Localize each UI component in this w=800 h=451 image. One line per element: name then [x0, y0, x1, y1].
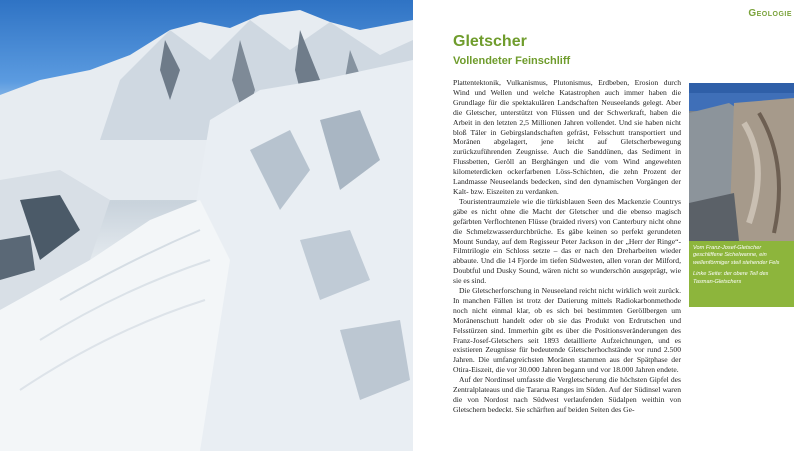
paragraph: Auf der Nordinsel umfasste die Vergletscherung die höchsten Gipfel des Zentralplateaus und die Tararua Ranges im Süden. Auf der Südinsel waren die von Nordost nach Südwest verlaufenden Südalpen weithin von Gletschern bedeckt. Sie schärften auf beiden Seiten des Ge- — [453, 375, 681, 414]
caption-line: Linke Seite: der obere Teil des Tasman-Gletschers — [693, 271, 769, 285]
paragraph: Plattentektonik, Vulkanismus, Plutonismus, Erdbeben, Erosion durch Wind und Wellen und welche Katastrophen auch immer haben die Grundlage für die spektakulären Landschaften Neuseelands gelegt. Aber die Gletscher, unterstützt von Flüssen und der Schwerkraft, haben die Arbeit in den letzten 2,5 Millionen Jahren vollendet. Und sie haben nicht bloß Täler in Gebirgslandschaften gefräst, Felsschutt transportiert und Moränen abgelagert, jene leicht auf Gletscherbewegung zurückzuführenden Zeugnisse. Auch die Sanddünen, das Sediment in Flussbetten, Geröll an Berghängen und die vom Wind angewehten kilometerdicken ockerfarbenen Löss-Schichten, die zehn Prozent der Landmasse Neuseelands bedecken, sind den dynamischen Vorgängen der Kalt- bzw. Eiszeiten zu verdanken. — [453, 78, 681, 196]
paragraph: Die Gletscherforschung in Neuseeland reicht nicht wirklich weit zurück. In manchen Fällen ist trotz der Datierung mittels Radiokarbonmethode noch nicht einmal klar, ob es sich bei bestimmten Geröllbergen um Moränenschutt handelt oder ob sie das Produkt von Erdrutschen und Felsstürzen sind. Immerhin gibt es über die Positionsveränderungen des Franz-Josef-Gletschers seit 1893 detaillierte Aufzeichnungen, und es existieren Zeugnisse für bedeutende Gletscherhochstände vor rund 2.500 Jahren. Die umfangreichsten Moränen stammen aus der Spätphase der Otira-Eiszeit, die vor 30.000 Jahren begann und vor 18.000 Jahren endete. — [453, 286, 681, 375]
article-body — [453, 78, 681, 415]
section-tag: Geologie — [748, 8, 792, 19]
paragraph: Touristentraumziele wie die türkisblauen Seen des Mackenzie Countrys gäbe es nicht ohne die Macht der Gletscher und die ebenso magisch gefärbten Verflochtenen Flüsse (braided rivers) von Canterbury nicht ohne die Schmelzwasserdurchbrüche. Es gäbe keinen so perfekt gerundeten Mount Sunday, auf dem Regisseur Peter Jackson in der „Herr der Ringe“-Filmtrilogie ein Schloss setzte – das er nach den Dreharbeiten wieder abbaute. Und die 14 Fjorde im tiefen Südwesten, allen voran der Milford, Doubtful und Dusky Sound, wären nicht so wunderschön ausgeprägt, wie sie es sind. — [453, 196, 681, 286]
sichelwanne-illustration — [689, 83, 794, 241]
article-subtitle: Vollendeter Feinschliff — [453, 55, 571, 67]
photo-caption — [689, 241, 794, 307]
caption-line: Vom Franz-Josef-Gletscher geschliffene Sichelwanne, ein wellenförmiger steil stehender Fels — [693, 245, 780, 266]
article-title: Gletscher — [453, 33, 527, 50]
rock-photo — [689, 83, 794, 241]
